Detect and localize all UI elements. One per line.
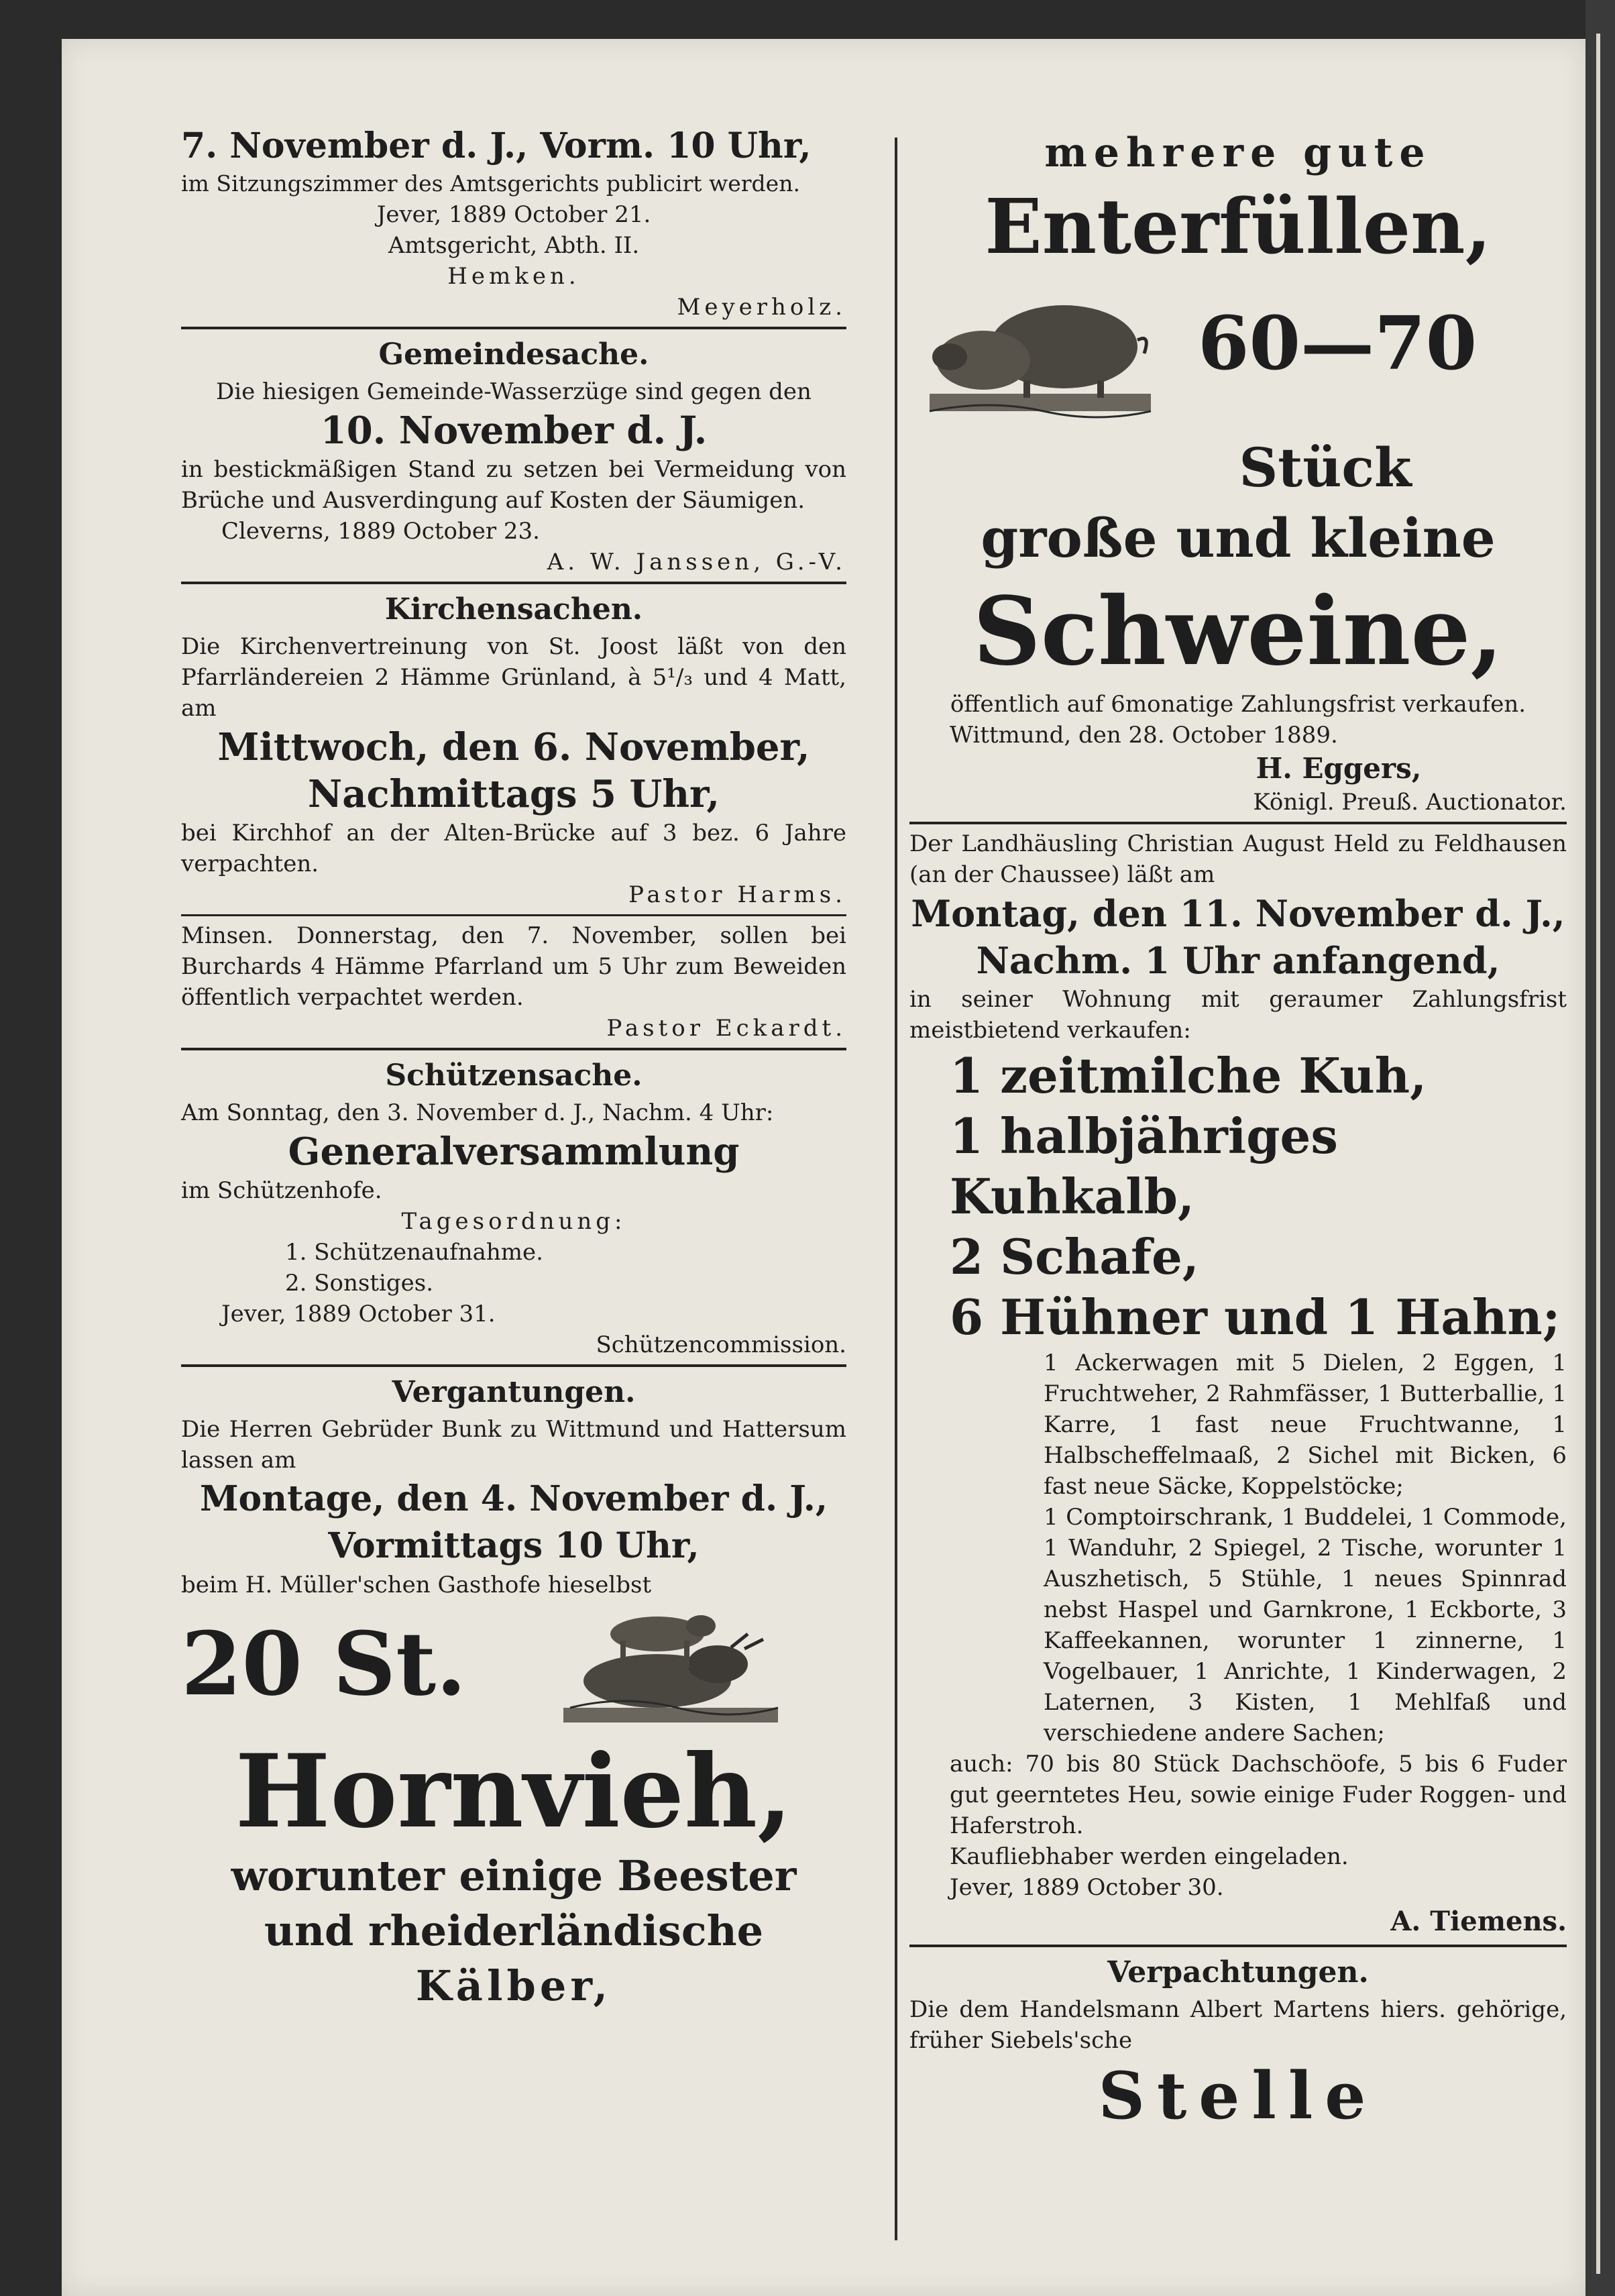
auction-time: Nachm. 1 Uhr anfangend, — [976, 939, 1500, 982]
auction-item: 1 halbjähriges Kuhkalb, — [950, 1107, 1338, 1225]
section-date: Montage, den 4. November d. J., — [200, 1478, 828, 1519]
cattle-sub: und rheiderländische — [264, 1906, 764, 1955]
pig-ad-body: öffentlich auf 6monatige Zahlungsfrist verkaufen. — [950, 691, 1526, 718]
auction-signature: A. Tiemens. — [1390, 1906, 1567, 1937]
pig-woodcut-icon — [923, 280, 1164, 421]
section-date: Mittwoch, den 6. November, — [217, 725, 810, 769]
divider — [181, 327, 846, 329]
section-vergantung — [181, 1371, 846, 2014]
pig-ad-title: Königl. Preuß. Auctionator. — [1253, 789, 1567, 816]
pig-ad — [909, 124, 1567, 818]
section-signature: Pastor Eckardt. — [606, 1015, 846, 1042]
page-edge-strip — [1596, 34, 1600, 2274]
pig-ad-unit: Stück — [1239, 436, 1412, 499]
section-place-date: Cleverns, 1889 October 23. — [221, 518, 540, 545]
section-place: beim H. Müller'schen Gasthofe hieselbst — [181, 1572, 652, 1598]
agenda-title: Tagesordnung: — [401, 1208, 626, 1235]
section-verpacht — [909, 1951, 1567, 2136]
notice-publication — [181, 124, 846, 323]
auction-intro: Der Landhäusling Christian August Held zu Feldhausen (an der Chaussee) läßt am — [909, 830, 1567, 888]
auction-list: 1 Ackerwagen mit 5 Dielen, 2 Eggen, 1 Fruchtweher, 2 Rahmfässer, 1 Butterballie, 1 Karre, 1 fast neue Fruchtwanne, 1 Halbscheffelmaaß, 2 Sichel mit Bicken, 6 fast neue Säcke, Koppelstöcke; — [1044, 1350, 1567, 1500]
auction-body: in seiner Wohnung mit geraumer Zahlungsfrist meistbietend verkaufen: — [909, 986, 1567, 1044]
section-signature: Schützencommission. — [596, 1331, 846, 1358]
notice-place-date: Jever, 1889 October 21. — [376, 201, 651, 228]
pig-ad-line: große und kleine — [981, 506, 1496, 569]
pig-ad-figure — [909, 273, 1567, 434]
section-heading: Kirchensachen. — [384, 592, 643, 626]
section-time: Nachmittags 5 Uhr, — [308, 772, 720, 816]
section-time: Vormittags 10 Uhr, — [328, 1525, 700, 1566]
notice-date: 7. November d. J., Vorm. 10 Uhr, — [181, 125, 812, 166]
cattle-ad — [181, 1600, 846, 1735]
notice-authority: Amtsgericht, Abth. II. — [388, 232, 640, 259]
section-date: 10. November d. J. — [320, 408, 708, 453]
section-body: Die Kirchenvertreinung von St. Joost läßt von den Pfarrländereien 2 Hämme Grünland, à 5¹/₃ und 4 Matt, am — [181, 633, 846, 722]
section-body: bei Kirchhof an der Alten-Brücke auf 3 bez. 6 Jahre verpachten. — [181, 820, 846, 877]
notice-name: Hemken. — [447, 263, 580, 290]
divider — [181, 1364, 846, 1367]
agenda-item: 1. Schützenaufnahme. — [285, 1239, 543, 1266]
section-kirchen — [181, 588, 846, 1044]
section-signature: Pastor Harms. — [628, 881, 846, 908]
divider — [181, 582, 846, 584]
section-heading: Vergantungen. — [392, 1375, 636, 1409]
auction-list: auch: 70 bis 80 Stück Dachschöofe, 5 bis 6 Fuder gut geerntetes Heu, sowie einige Fuder Roggen- und Haferstroh. — [950, 1751, 1567, 1839]
section-body: Am Sonntag, den 3. November d. J., Nachm. 4 Uhr: — [181, 1099, 774, 1126]
auction-item: 6 Hühner und 1 Hahn; — [950, 1289, 1561, 1346]
auction-item: 2 Schafe, — [950, 1228, 1199, 1285]
cattle-sub: Kälber, — [415, 1961, 612, 2010]
section-signature: A. W. Janssen, G.-V. — [547, 549, 846, 576]
pig-ad-count: 60—70 — [1198, 300, 1478, 386]
section-heading: Gemeindesache. — [378, 337, 649, 372]
section-place-date: Jever, 1889 October 31. — [221, 1301, 496, 1327]
section-body: Minsen. Donnerstag, den 7. November, sollen bei Burchards 4 Hämme Pfarrland um 5 Uhr zum Beweiden öffentlich verpachtet werden. — [181, 922, 846, 1011]
agenda-item: 2. Sonstiges. — [285, 1270, 434, 1297]
auction-item: 1 zeitmilche Kuh, — [950, 1047, 1427, 1104]
column-rule — [895, 138, 897, 2240]
divider — [909, 1945, 1567, 1947]
auction-date: Montag, den 11. November d. J., — [911, 892, 1565, 935]
section-heading: Schützensache. — [385, 1058, 643, 1093]
pig-ad-name: H. Eggers, — [1256, 752, 1422, 785]
cattle-item: Hornvieh, — [235, 1733, 793, 1851]
auction-list: 1 Comptoirschrank, 1 Buddelei, 1 Commode, 1 Wanduhr, 2 Spiegel, 2 Tische, worunter 1 Auszhetisch, 5 Stühle, 1 neues Spinnrad nebst Haspel und Garnkrone, 1 Eckborte, 3 Kaffeekannen, worunter 1 zinnerne, 1 Vogelbauer, 1 Anrichte, 1 Kinderwagen, 2 Laternen, 3 Kisten, 1 Mehlfaß und verschiedene andere Sachen; — [1044, 1504, 1567, 1747]
cattle-count: 20 St. — [181, 1612, 467, 1715]
section-body: Die Herren Gebrüder Bunk zu Wittmund und Hattersum lassen am — [181, 1416, 846, 1474]
held-auction — [909, 828, 1567, 1940]
section-intro: Die hiesigen Gemeinde-Wasserzüge sind gegen den — [216, 378, 812, 405]
page-edge — [1585, 0, 1615, 2296]
section-event: Generalversammlung — [288, 1130, 740, 1174]
section-place: im Schützenhofe. — [181, 1177, 382, 1204]
left-column — [181, 124, 846, 2014]
divider — [181, 1048, 846, 1050]
pig-ad-line: mehrere gute — [1044, 129, 1432, 176]
pig-ad-headline: Enterfüllen, — [985, 183, 1492, 271]
pig-ad-headline: Schweine, — [972, 577, 1504, 687]
section-gemeinde — [181, 333, 846, 578]
right-column — [909, 124, 1567, 2136]
notice-signature: Meyerholz. — [677, 294, 846, 321]
divider — [909, 822, 1567, 824]
auction-invite: Kaufliebhaber werden eingeladen. — [950, 1843, 1349, 1870]
pig-ad-place-date: Wittmund, den 28. October 1889. — [950, 722, 1338, 749]
section-big: Stelle — [1098, 2058, 1378, 2134]
notice-line: im Sitzungszimmer des Amtsgerichts publicirt werden. — [181, 170, 800, 197]
section-body: in bestickmäßigen Stand zu setzen bei Vermeidung von Brüche und Ausverdingung auf Kosten der Säumigen. — [181, 456, 846, 514]
section-schuetzen — [181, 1054, 846, 1360]
section-heading: Verpachtungen. — [1107, 1955, 1369, 1989]
divider — [181, 914, 846, 916]
cattle-woodcut-icon — [557, 1600, 785, 1728]
section-body: Die dem Handelsmann Albert Martens hiers. gehörige, früher Siebels'sche — [909, 1996, 1567, 2054]
cattle-sub: worunter einige Beester — [231, 1851, 797, 1900]
auction-place-date: Jever, 1889 October 30. — [950, 1874, 1224, 1901]
